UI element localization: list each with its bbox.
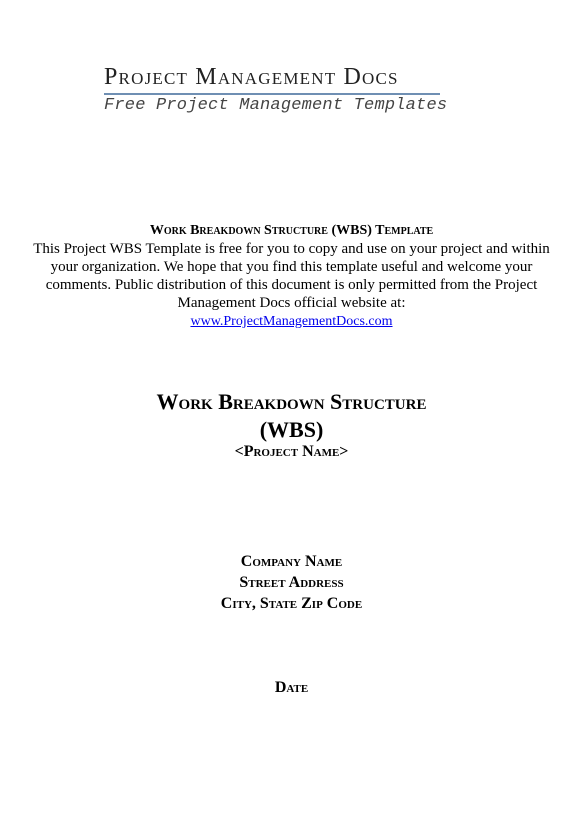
project-name: <Project Name> (234, 443, 349, 460)
intro-heading: Work Breakdown Structure (WBS) Template (149, 223, 434, 238)
document-title (0, 388, 583, 444)
date-label: Date (274, 679, 309, 696)
document-title-line1: Work Breakdown Structure (156, 389, 427, 414)
company-name: Company Name (240, 553, 343, 570)
logo-title: Project Management Docs (104, 64, 399, 90)
intro-section (20, 222, 563, 331)
city-state-zip: City, State Zip Code (220, 595, 363, 612)
document-title-line2: (WBS) (259, 417, 324, 442)
intro-body: This Project WBS Template is free for you to copy and use on your project and within your organization. We hope that you find this template useful and welcome your comments. Public distribution of this document is only permitted from the Project Management Docs official website at: (33, 241, 550, 311)
website-link[interactable]: www.ProjectManagementDocs.com (190, 314, 393, 329)
logo (104, 62, 448, 116)
logo-subtitle: Free Project Management Templates (104, 96, 448, 115)
company-info (0, 551, 583, 614)
logo-divider (104, 93, 440, 95)
street-address: Street Address (239, 574, 344, 591)
